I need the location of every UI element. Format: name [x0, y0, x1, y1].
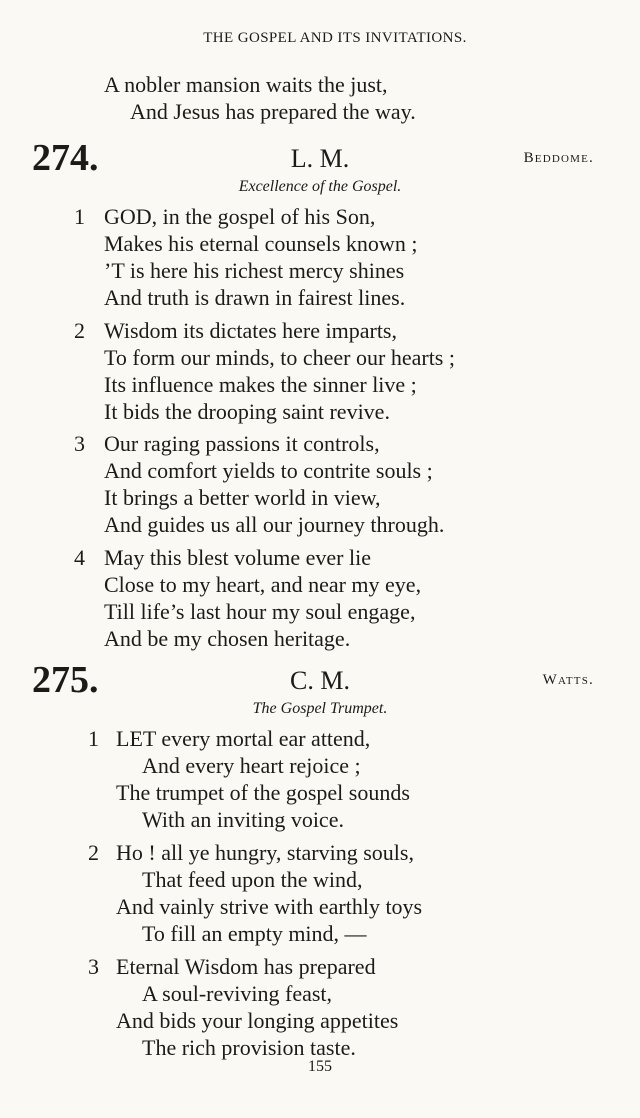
- hymn-number: 275.: [32, 659, 99, 701]
- verse-line: And be my chosen heritage.: [104, 626, 351, 651]
- verse-line: Till life’s last hour my soul engage,: [104, 599, 416, 624]
- verse-line: Makes his eternal counsels known ;: [104, 231, 418, 256]
- verse-line: With an inviting voice.: [142, 807, 344, 832]
- verse-line: It brings a better world in view,: [104, 485, 381, 510]
- verse-line: And comfort yields to contrite souls ;: [104, 458, 433, 483]
- verse-number: 1: [88, 726, 99, 751]
- verse-number: 2: [74, 318, 85, 343]
- verse-line: That feed upon the wind,: [142, 867, 363, 892]
- verse-line: May this blest volume ever lie: [104, 545, 371, 570]
- verse-number: 3: [74, 431, 85, 456]
- verse-line: Wisdom its dictates here imparts,: [104, 318, 397, 343]
- carryover-line: And Jesus has prepared the way.: [130, 99, 416, 124]
- verse-line: Eternal Wisdom has prepared: [116, 954, 376, 979]
- verse-line: To fill an empty mind, —: [142, 921, 367, 946]
- verse-line: And guides us all our journey through.: [104, 512, 445, 537]
- verse-line: Close to my heart, and near my eye,: [104, 572, 422, 597]
- hymn-meter: L. M.: [290, 144, 350, 173]
- hymn-number: 274.: [32, 137, 99, 179]
- carryover-line: A nobler mansion waits the just,: [104, 72, 388, 97]
- hymn-header: [0, 138, 640, 178]
- verse-line: A soul-reviving feast,: [142, 981, 333, 1006]
- verse-line: LET every mortal ear attend,: [116, 726, 371, 751]
- hymn-header: [0, 660, 640, 700]
- verse-number: 1: [74, 204, 85, 229]
- verse-line: Our raging passions it controls,: [104, 431, 380, 456]
- verse-number: 4: [74, 545, 85, 570]
- running-head: THE GOSPEL AND ITS INVITATIONS.: [203, 30, 467, 46]
- hymn-title: The Gospel Trumpet.: [252, 700, 388, 717]
- verse-number: 2: [88, 840, 99, 865]
- page-number: 155: [308, 1058, 332, 1075]
- verse-line: The trumpet of the gospel sounds: [116, 780, 410, 805]
- verse-line: GOD, in the gospel of his Son,: [104, 204, 376, 229]
- verse-line: And bids your longing appetites: [116, 1008, 399, 1033]
- verse-line: And vainly strive with earthly toys: [116, 894, 423, 919]
- verse-number: 3: [88, 954, 99, 979]
- verse-line: It bids the drooping saint revive.: [104, 399, 390, 424]
- hymn-author: Watts.: [542, 672, 594, 688]
- verse-line: The rich provision taste.: [142, 1035, 356, 1060]
- verse-line: To form our minds, to cheer our hearts ;: [104, 345, 455, 370]
- verse-line: And truth is drawn in fairest lines.: [104, 285, 406, 310]
- hymn-title: Excellence of the Gospel.: [238, 178, 402, 195]
- verse-line: ’T is here his richest mercy shines: [104, 258, 405, 283]
- hymn-meter: C. M.: [290, 666, 350, 695]
- verse-line: Ho ! all ye hungry, starving souls,: [116, 840, 414, 865]
- verse-line: Its influence makes the sinner live ;: [104, 372, 417, 397]
- verse-line: And every heart rejoice ;: [142, 753, 361, 778]
- hymn-author: Beddome.: [523, 150, 594, 166]
